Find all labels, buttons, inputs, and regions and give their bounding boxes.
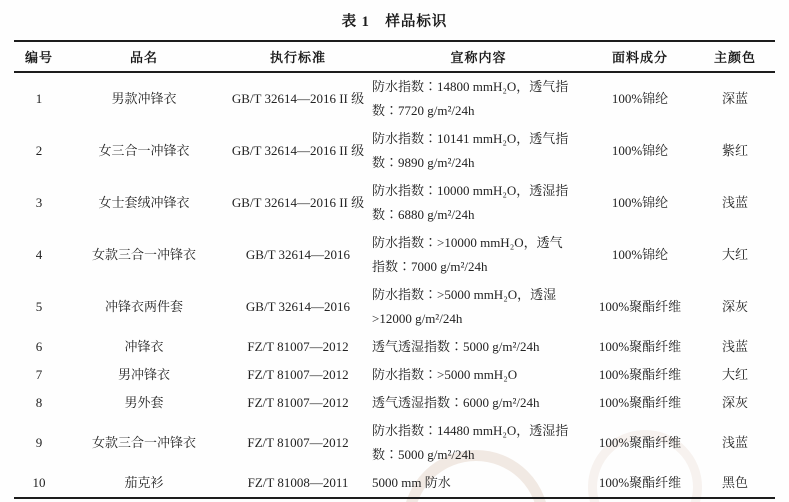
table-row	[14, 125, 775, 177]
cell-number: 3	[35, 195, 43, 210]
cell-claim: 防水指数∶14800 mmH₂O，透气指数∶7720 g/m²/24h	[372, 79, 569, 118]
cell-color: 深灰	[721, 395, 748, 410]
cell-claim: 防水指数∶>5000 mmH₂O，透湿>12000 g/m²/24h	[372, 287, 557, 326]
cell-color: 浅蓝	[721, 435, 748, 450]
table-title: 表 1 样品标识	[341, 14, 448, 30]
cell-fabric: 100%锦纶	[611, 195, 669, 210]
cell-claim: 透气透湿指数∶5000 g/m²/24h	[372, 339, 540, 354]
col-header-color: 主颜色	[695, 41, 775, 72]
cell-fabric: 100%聚酯纤维	[598, 367, 682, 382]
table-row	[14, 177, 775, 229]
cell-color: 紫红	[721, 143, 748, 158]
table-row	[14, 361, 775, 389]
cell-name: 男外套	[124, 395, 164, 410]
cell-claim: 透气透湿指数∶6000 g/m²/24h	[372, 395, 540, 410]
table-row	[14, 72, 775, 125]
cell-name: 女士套绒冲锋衣	[98, 195, 190, 210]
cell-color: 深蓝	[721, 91, 748, 106]
col-header-number: 编号	[14, 41, 64, 72]
cell-standard: GB/T 32614—2016 II 级	[231, 143, 365, 158]
cell-name: 茄克衫	[64, 469, 224, 498]
col-header-claim: 宣称内容	[372, 41, 585, 72]
cell-name: 男款冲锋衣	[111, 91, 177, 106]
cell-claim: 防水指数∶>5000 mmH₂O	[372, 367, 518, 382]
cell-claim: 防水指数∶10000 mmH₂O，透湿指数∶6880 g/m²/24h	[372, 183, 569, 222]
cell-number: 5	[35, 299, 43, 314]
cell-fabric: 100%聚酯纤维	[585, 469, 695, 498]
cell-color: 深灰	[721, 299, 748, 314]
cell-fabric: 100%聚酯纤维	[598, 299, 682, 314]
cell-number: 10	[14, 469, 64, 498]
cell-name: 男冲锋衣	[117, 367, 170, 382]
cell-color: 大红	[721, 247, 748, 262]
cell-standard: FZ/T 81007—2012	[247, 435, 349, 450]
cell-standard: FZ/T 81007—2012	[247, 395, 349, 410]
cell-name: 女款三合一冲锋衣	[91, 435, 196, 450]
table-row	[14, 469, 775, 498]
cell-claim: 防水指数∶>10000 mmH₂O，透气指数∶7000 g/m²/24h	[372, 235, 563, 274]
cell-number: 9	[35, 435, 43, 450]
cell-claim: 防水指数∶10141 mmH₂O，透气指数∶9890 g/m²/24h	[372, 131, 569, 170]
cell-number: 7	[35, 367, 43, 382]
table-row	[14, 281, 775, 333]
cell-number: 2	[35, 143, 43, 158]
cell-fabric: 100%锦纶	[611, 247, 669, 262]
cell-standard: GB/T 32614—2016	[245, 247, 351, 262]
cell-standard: FZ/T 81008—2011	[224, 469, 372, 498]
header-row	[14, 41, 775, 72]
cell-number: 4	[35, 247, 43, 262]
table-row	[14, 333, 775, 361]
cell-color: 浅蓝	[721, 339, 748, 354]
cell-name: 冲锋衣两件套	[104, 299, 183, 314]
col-header-fabric: 面料成分	[585, 41, 695, 72]
cell-name: 女三合一冲锋衣	[98, 143, 190, 158]
col-header-standard: 执行标准	[224, 41, 372, 72]
cell-color: 大红	[721, 367, 748, 382]
cell-fabric: 100%聚酯纤维	[598, 339, 682, 354]
cell-number: 6	[35, 339, 43, 354]
col-header-name: 品名	[64, 41, 224, 72]
cell-color: 黑色	[695, 469, 775, 498]
cell-claim: 5000 mm 防水	[372, 469, 585, 498]
cell-standard: GB/T 32614—2016 II 级	[231, 195, 365, 210]
cell-number: 8	[35, 395, 43, 410]
cell-number: 1	[35, 91, 43, 106]
cell-fabric: 100%锦纶	[611, 91, 669, 106]
cell-color: 浅蓝	[721, 195, 748, 210]
cell-claim: 防水指数∶14480 mmH₂O，透湿指数∶5000 g/m²/24h	[372, 423, 569, 462]
sample-identification-table	[14, 40, 775, 499]
cell-standard: FZ/T 81007—2012	[247, 339, 349, 354]
cell-standard: GB/T 32614—2016	[245, 299, 351, 314]
cell-fabric: 100%聚酯纤维	[598, 435, 682, 450]
cell-standard: FZ/T 81007—2012	[247, 367, 349, 382]
cell-fabric: 100%聚酯纤维	[598, 395, 682, 410]
cell-name: 冲锋衣	[124, 339, 164, 354]
table-row	[14, 229, 775, 281]
cell-fabric: 100%锦纶	[611, 143, 669, 158]
cell-standard: GB/T 32614—2016 II 级	[231, 91, 365, 106]
cell-name: 女款三合一冲锋衣	[91, 247, 196, 262]
table-row	[14, 389, 775, 417]
table-row	[14, 417, 775, 469]
